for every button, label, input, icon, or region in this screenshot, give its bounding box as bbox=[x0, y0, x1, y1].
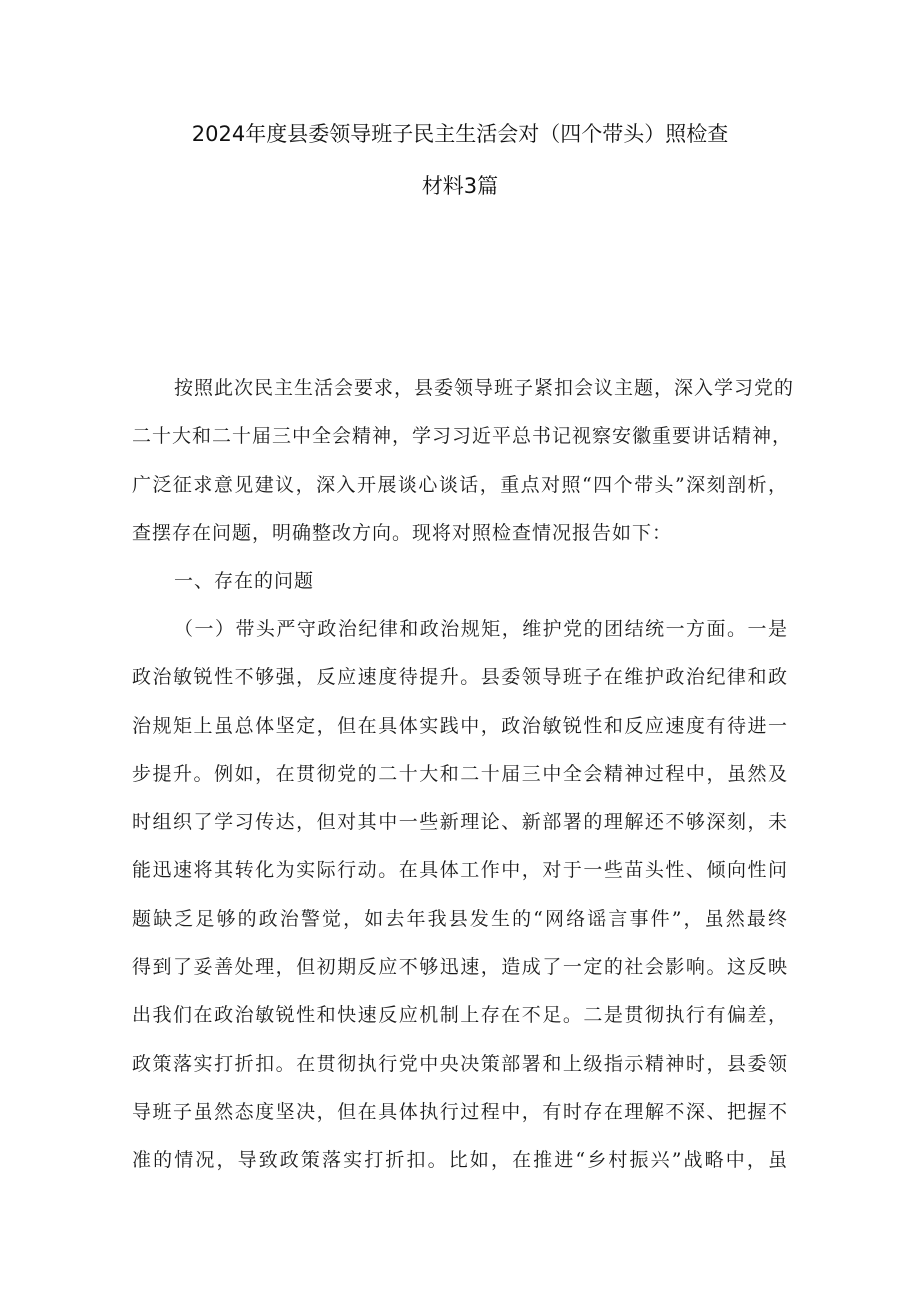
intro-line: 按照此次民主生活会要求，县委领导班子紧扣会议主题，深入学习党的 bbox=[174, 377, 795, 399]
intro-line: 广泛征求意见建议，深入开展谈心谈话，重点对照“四个带头”深刻剖析， bbox=[132, 473, 788, 496]
section1-line: 时组织了学习传达，但对其中一些新理论、新部署的理解还不够深刻，未 bbox=[132, 811, 788, 834]
section1-line: 导班子虽然态度坚决，但在具体执行过程中，有时存在理解不深、把握不 bbox=[132, 1100, 788, 1123]
section1-line: 政治敏锐性不够强，反应速度待提升。县委领导班子在维护政治纪律和政 bbox=[132, 666, 788, 689]
section1-line: （一）带头严守政治纪律和政治规矩，维护党的团结统一方面。一是 bbox=[174, 618, 788, 640]
intro-paragraph bbox=[132, 364, 795, 557]
intro-line: 查摆存在问题，明确整改方向。现将对照检查情况报告如下： bbox=[132, 521, 673, 544]
document-title-line2: 材料3篇 bbox=[421, 174, 499, 198]
section1-line: 准的情况，导致政策落实打折扣。比如，在推进“乡村振兴”战略中，虽 bbox=[132, 1149, 788, 1172]
section1-line: 出我们在政治敏锐性和快速反应机制上存在不足。二是贯彻执行有偏差， bbox=[132, 1004, 788, 1027]
section1-line: 能迅速将其转化为实际行动。在具体工作中，对于一些苗头性、倾向性问 bbox=[132, 859, 788, 882]
section-heading: 一、存在的问题 bbox=[174, 570, 315, 592]
section1-paragraph bbox=[132, 605, 788, 1185]
section1-line: 步提升。例如，在贯彻党的二十大和二十届三中全会精神过程中，虽然及 bbox=[132, 762, 788, 785]
section1-line: 题缺乏足够的政治警觉，如去年我县发生的“网络谣言事件”，虽然最终 bbox=[132, 907, 788, 930]
section1-line: 治规矩上虽总体坚定，但在具体实践中，政治敏锐性和反应速度有待进一 bbox=[132, 714, 788, 737]
section1-line: 政策落实打折扣。在贯彻执行党中央决策部署和上级指示精神时，县委领 bbox=[132, 1052, 788, 1075]
section1-line: 得到了妥善处理，但初期反应不够迅速，造成了一定的社会影响。这反映 bbox=[132, 956, 788, 979]
document-title-line1: 2024年度县委领导班子民主生活会对（四个带头）照检查 bbox=[191, 122, 729, 146]
intro-line: 二十大和二十届三中全会精神，学习习近平总书记视察安徽重要讲话精神， bbox=[132, 425, 793, 448]
